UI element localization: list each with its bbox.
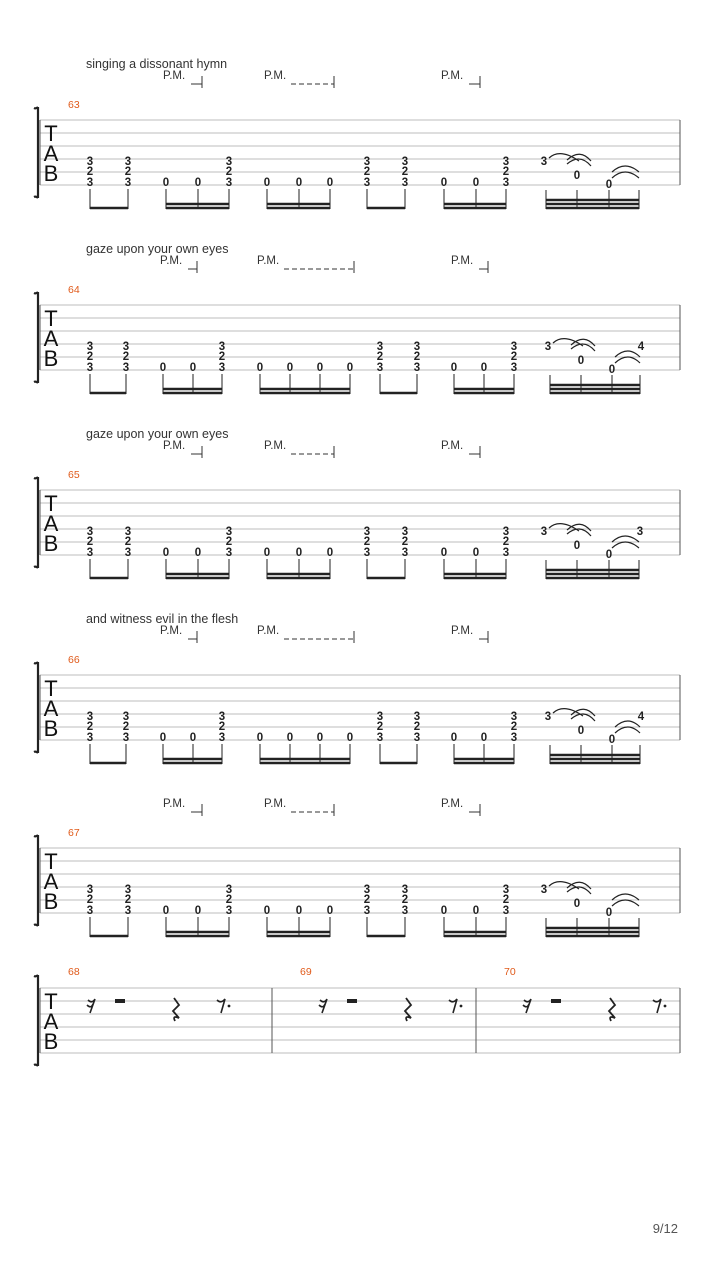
fret-number: 0 [286,362,294,374]
fret-number: 0 [608,364,616,376]
palm-mute-label: P.M. [451,625,474,637]
fret-number: 0 [472,547,480,559]
fret-number: 3 [376,341,384,353]
fret-number: 2 [218,721,226,733]
fret-number: 2 [401,894,409,906]
slur-arc [615,357,640,363]
fret-number: 3 [225,905,233,917]
fret-number: 3 [225,177,233,189]
rest-system [34,966,680,1066]
slur-arc [567,887,591,894]
fret-number: 3 [225,884,233,896]
fret-number: 0 [286,732,294,744]
sixteenth-rest [87,999,95,1013]
slur-arc [612,172,639,178]
fret-number: 3 [122,362,130,374]
fret-number: 0 [605,179,613,191]
fret-number: 2 [502,894,510,906]
fret-number: 3 [502,905,510,917]
fret-number: 0 [263,905,271,917]
fret-number: 2 [86,721,94,733]
sixteenth-rest [523,999,531,1013]
fret-number: 2 [376,721,384,733]
fret-number: 2 [86,351,94,363]
palm-mute-label: P.M. [160,625,183,637]
tab-systems [34,57,680,937]
fret-number: 0 [440,905,448,917]
rest-dot [228,1005,231,1008]
fret-number: 3 [124,547,132,559]
fret-number: 0 [346,362,354,374]
fret-number: 0 [573,898,581,910]
staff-bracket [34,477,38,568]
measure-number: 63 [68,99,80,111]
fret-number: 3 [122,732,130,744]
fret-number: 3 [218,732,226,744]
fret-number: 3 [401,177,409,189]
fret-number: 3 [363,526,371,538]
tab-letter-a: A [43,1009,59,1034]
fret-number: 3 [502,526,510,538]
fret-number: 3 [376,711,384,723]
fret-number: 3 [636,526,644,538]
fret-number: 0 [263,177,271,189]
fret-number: 0 [472,905,480,917]
tab-letter-b: B [43,531,59,556]
fret-number: 3 [510,341,518,353]
fret-number: 0 [162,547,170,559]
fret-number: 0 [256,732,264,744]
fret-number: 3 [363,884,371,896]
fret-number: 3 [401,547,409,559]
fret-number: 0 [159,362,167,374]
staff-bracket [34,662,38,753]
palm-mute-label: P.M. [160,255,183,267]
fret-number: 3 [86,362,94,374]
measure-number: 66 [68,654,80,666]
palm-mute-label: P.M. [257,255,280,267]
tab-letter-b: B [43,1029,59,1054]
fret-number: 0 [189,732,197,744]
fret-number: 3 [401,905,409,917]
fret-number: 3 [124,156,132,168]
fret-number: 3 [510,711,518,723]
fret-number: 2 [225,536,233,548]
fret-number: 3 [124,526,132,538]
palm-mute-label: P.M. [163,70,186,82]
staff-bracket [34,107,38,198]
fret-number: 2 [124,536,132,548]
fret-number: 3 [86,711,94,723]
fret-number: 2 [401,536,409,548]
slur-arc [567,882,591,889]
palm-mute-label: P.M. [163,798,186,810]
fret-number: 0 [263,547,271,559]
fret-number: 3 [363,547,371,559]
fret-number: 4 [637,711,645,723]
tab-system [34,798,680,937]
fret-number: 3 [86,156,94,168]
measure-number: 69 [300,966,312,978]
fret-number: 2 [376,351,384,363]
fret-number: 3 [401,884,409,896]
page-number: 9/12 [652,1221,678,1236]
fret-number: 3 [218,341,226,353]
fret-number: 0 [162,905,170,917]
measure-number: 65 [68,469,80,481]
slur-arc [612,542,639,548]
measure-number: 70 [504,966,516,978]
slur-arc [615,721,640,727]
tab-letter-b: B [43,161,59,186]
fret-number: 0 [295,905,303,917]
fret-number: 0 [326,547,334,559]
tab-system [34,612,680,764]
slur-arc [612,894,639,900]
fret-number: 0 [480,362,488,374]
fret-number: 2 [510,351,518,363]
fret-number: 3 [502,884,510,896]
fret-number: 3 [401,526,409,538]
staff-bracket [34,292,38,383]
slur-arc [567,159,591,166]
fret-number: 3 [544,711,552,723]
fret-number: 2 [86,536,94,548]
lyric-line: gaze upon your own eyes [86,427,229,441]
fret-number: 3 [401,156,409,168]
fret-number: 0 [256,362,264,374]
fret-number: 3 [413,341,421,353]
fret-number: 2 [363,894,371,906]
fret-number: 0 [577,725,585,737]
fret-number: 3 [124,905,132,917]
fret-number: 2 [502,166,510,178]
fret-number: 3 [502,547,510,559]
slur-arc [615,727,640,733]
fret-number: 3 [413,711,421,723]
fret-number: 0 [194,177,202,189]
fret-number: 2 [413,351,421,363]
fret-number: 2 [413,721,421,733]
tab-system [34,427,680,579]
fret-number: 3 [122,711,130,723]
fret-number: 3 [86,884,94,896]
slur-arc [571,344,595,351]
fret-number: 3 [86,905,94,917]
fret-number: 3 [376,362,384,374]
slur-arc [612,900,639,906]
fret-number: 3 [413,362,421,374]
tab-letter-a: A [43,141,59,166]
fret-number: 0 [295,177,303,189]
fret-number: 3 [544,341,552,353]
fret-number: 0 [605,907,613,919]
fret-number: 4 [637,341,645,353]
fret-number: 0 [573,170,581,182]
tab-letter-b: B [43,346,59,371]
fret-number: 0 [316,362,324,374]
rest-dot [460,1005,463,1008]
fret-number: 0 [159,732,167,744]
palm-mute-label: P.M. [163,440,186,452]
fret-number: 2 [124,894,132,906]
fret-number: 0 [440,547,448,559]
slur-arc [612,536,639,542]
rest-dot [664,1005,667,1008]
tab-letter-t: T [44,491,58,516]
staff-bracket [34,835,38,926]
fret-number: 2 [225,894,233,906]
fret-number: 3 [124,177,132,189]
fret-number: 0 [162,177,170,189]
fret-number: 3 [124,884,132,896]
staff-bracket [34,975,38,1066]
fret-number: 3 [510,732,518,744]
fret-number: 3 [540,884,548,896]
fret-number: 0 [480,732,488,744]
fret-number: 3 [363,156,371,168]
tab-letter-t: T [44,989,58,1014]
fret-number: 0 [194,547,202,559]
fret-number: 3 [86,177,94,189]
palm-mute-label: P.M. [264,70,287,82]
fret-number: 3 [363,177,371,189]
half-rest [347,999,357,1003]
tab-letter-b: B [43,889,59,914]
fret-number: 2 [218,351,226,363]
fret-number: 3 [540,526,548,538]
fret-number: 2 [122,721,130,733]
fret-number: 2 [86,166,94,178]
tab-letter-a: A [43,511,59,536]
fret-number: 3 [502,177,510,189]
fret-number: 0 [295,547,303,559]
fret-number: 3 [218,711,226,723]
fret-number: 3 [363,905,371,917]
fret-number: 2 [510,721,518,733]
fret-number: 3 [86,732,94,744]
fret-number: 0 [605,549,613,561]
fret-number: 3 [218,362,226,374]
tab-letter-t: T [44,849,58,874]
fret-number: 3 [86,341,94,353]
tab-letter-a: A [43,696,59,721]
measure-number: 68 [68,966,80,978]
eighth-rest [449,999,457,1013]
fret-number: 0 [316,732,324,744]
fret-number: 3 [225,547,233,559]
palm-mute-label: P.M. [441,440,464,452]
fret-number: 2 [122,351,130,363]
palm-mute-label: P.M. [264,440,287,452]
fret-number: 3 [502,156,510,168]
palm-mute-label: P.M. [257,625,280,637]
slur-arc [612,166,639,172]
tab-system [34,242,680,394]
palm-mute-label: P.M. [441,798,464,810]
fret-number: 3 [540,156,548,168]
fret-number: 0 [450,732,458,744]
measure-number: 64 [68,284,80,296]
slur-arc [567,154,591,161]
slur-arc [567,524,591,531]
lyric-line: singing a dissonant hymn [86,57,228,71]
fret-number: 0 [450,362,458,374]
fret-number: 3 [510,362,518,374]
fret-number: 2 [225,166,233,178]
fret-number: 2 [502,536,510,548]
tab-system [34,57,680,209]
tab-letter-t: T [44,121,58,146]
palm-mute-label: P.M. [441,70,464,82]
eighth-rest [217,999,225,1013]
fret-number: 0 [573,540,581,552]
fret-number: 3 [225,156,233,168]
half-rest [551,999,561,1003]
tab-letter-a: A [43,326,59,351]
fret-number: 0 [440,177,448,189]
fret-number: 0 [194,905,202,917]
eighth-rest [653,999,661,1013]
fret-number: 3 [376,732,384,744]
fret-number: 2 [124,166,132,178]
fret-number: 3 [413,732,421,744]
fret-number: 2 [363,166,371,178]
fret-number: 0 [608,734,616,746]
measure-number: 67 [68,827,80,839]
fret-number: 0 [326,905,334,917]
half-rest [115,999,125,1003]
tab-letter-t: T [44,306,58,331]
fret-number: 0 [577,355,585,367]
fret-number: 0 [189,362,197,374]
slur-arc [567,529,591,536]
slur-arc [571,339,595,346]
slur-arc [615,351,640,357]
fret-number: 0 [346,732,354,744]
sixteenth-rest [319,999,327,1013]
fret-number: 3 [86,547,94,559]
slur-arc [571,709,595,716]
fret-number: 2 [363,536,371,548]
lyric-line: gaze upon your own eyes [86,242,229,256]
palm-mute-label: P.M. [264,798,287,810]
tab-letter-b: B [43,716,59,741]
tab-letter-a: A [43,869,59,894]
fret-number: 2 [86,894,94,906]
slur-arc [571,714,595,721]
lyric-line: and witness evil in the flesh [86,612,239,626]
fret-number: 3 [86,526,94,538]
fret-number: 2 [401,166,409,178]
fret-number: 0 [472,177,480,189]
palm-mute-label: P.M. [451,255,474,267]
fret-number: 3 [225,526,233,538]
fret-number: 3 [122,341,130,353]
fret-number: 0 [326,177,334,189]
tab-letter-t: T [44,676,58,701]
